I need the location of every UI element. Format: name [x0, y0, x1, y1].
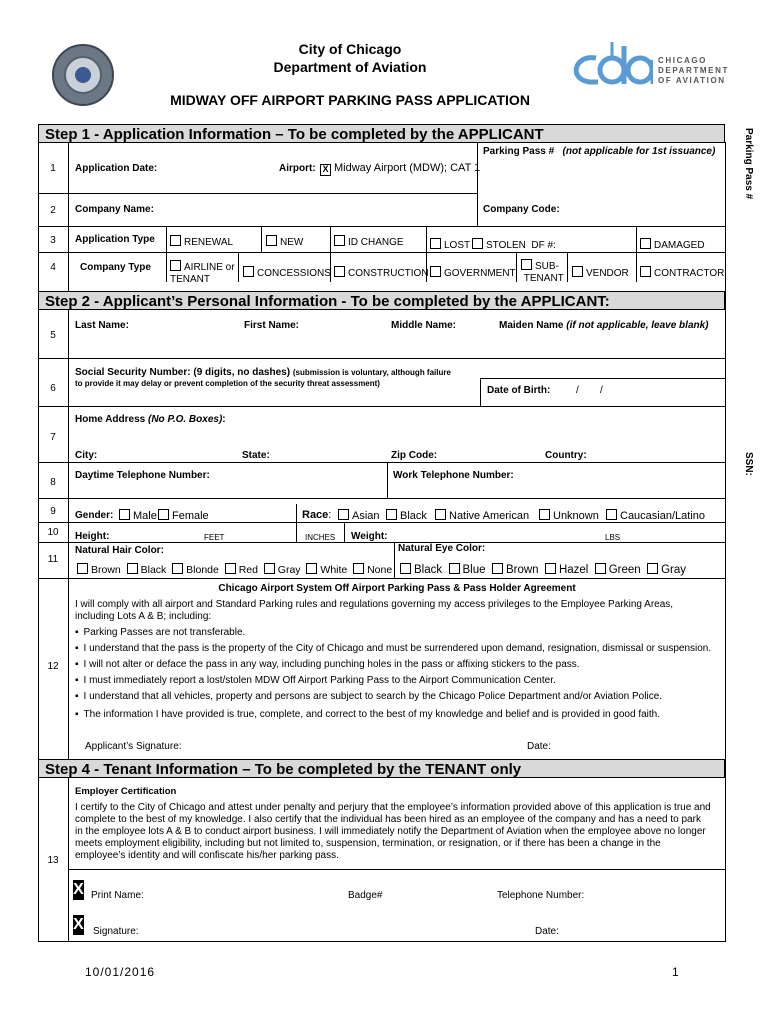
applicant-date-label: Date: [527, 741, 551, 752]
row-number: 8 [50, 477, 56, 488]
row-number: 2 [50, 205, 56, 216]
agreement-item: ▪ I must immediately report a lost/stolen MDW Off Airport Parking Pass to the Airport Communication Center. [75, 675, 556, 687]
company-name-label: Company Name: [75, 204, 154, 215]
step4-header: Step 4 - Tenant Information – To be completed by the TENANT only [38, 759, 725, 778]
home-address-label: Home Address (No P.O. Boxes): [75, 414, 226, 425]
airline-checkbox[interactable]: AIRLINE or TENANT [170, 262, 235, 285]
row-number: 6 [50, 383, 56, 394]
eye-option[interactable]: Gray [647, 564, 686, 576]
hair-option[interactable]: None [353, 564, 392, 576]
row-number: 10 [47, 527, 59, 538]
row-number: 3 [50, 235, 56, 246]
contractor-checkbox[interactable]: CONTRACTOR [640, 266, 724, 280]
ssn-note: to provide it may delay or prevent completion of the security threat assessment) [75, 379, 380, 388]
print-name-label: Print Name: [91, 890, 144, 901]
eye-option[interactable]: Green [595, 564, 641, 576]
badge-label: Badge# [348, 890, 383, 901]
sub-tenant-checkbox[interactable]: SUB- TENANT [521, 259, 564, 285]
height-label: Height: [75, 531, 110, 542]
logo-word: OF AVIATION [658, 76, 726, 85]
male-checkbox[interactable]: Male [119, 509, 157, 522]
agreement-item: ▪ I understand that the pass is the property of the City of Chicago and must be surrendered upon demand, resignation, dismissal or suspension. [75, 643, 711, 655]
agreement-intro: including Lots A & B; including: [75, 611, 212, 622]
asian-checkbox[interactable]: Asian [338, 509, 380, 522]
airport-checkbox[interactable]: X Midway Airport (MDW); CAT 1 [320, 162, 480, 176]
new-checkbox[interactable]: NEW [266, 235, 303, 249]
stolen-checkbox[interactable]: STOLEN DF #: [472, 238, 556, 252]
company-code-label: Company Code: [483, 204, 560, 215]
row-number: 11 [47, 554, 59, 565]
hair-options [77, 563, 392, 576]
construction-checkbox[interactable]: CONSTRUCTION [334, 266, 429, 280]
caucasian-checkbox[interactable]: Caucasian/Latino [606, 509, 705, 522]
footer-date: 10/01/2016 [85, 965, 156, 979]
day-phone-label: Daytime Telephone Number: [75, 470, 210, 481]
agreement-item: ▪ Parking Passes are not transferable. [75, 627, 245, 639]
government-checkbox[interactable]: GOVERNMENT [430, 266, 516, 280]
first-name-label: First Name: [244, 320, 300, 331]
logo-word: DEPARTMENT [658, 66, 729, 75]
work-phone-label: Work Telephone Number: [393, 470, 514, 481]
row-number: 7 [50, 432, 56, 443]
cert-text: meets employment eligibility, including but not limited to, suspension, termination, or resignation, or if there has been a change in the [75, 838, 661, 849]
black-checkbox[interactable]: Black [386, 509, 427, 522]
damaged-checkbox[interactable]: DAMAGED [640, 238, 705, 252]
airport-label: Airport: [279, 163, 316, 174]
middle-name-label: Middle Name: [391, 320, 457, 331]
gender-label: Gender: [75, 510, 114, 521]
checked-icon: X [320, 164, 331, 176]
lost-checkbox[interactable]: LOST [430, 238, 470, 252]
hair-option[interactable]: Red [225, 564, 258, 576]
female-checkbox[interactable]: Female [158, 509, 209, 522]
agreement-title: Chicago Airport System Off Airport Parking Pass & Pass Holder Agreement [218, 583, 576, 594]
application-type-label: Application Type [75, 234, 155, 245]
last-name-label: Last Name: [75, 320, 129, 331]
dob-slash: / [576, 385, 579, 396]
lbs-label: LBS [605, 533, 621, 542]
cda-logo-icon [568, 40, 653, 100]
form-title: MIDWAY OFF AIRPORT PARKING PASS APPLICATION [170, 92, 530, 108]
date-label: Date: [535, 926, 559, 937]
hair-option[interactable]: Blonde [172, 564, 219, 576]
page-number: 1 [672, 965, 679, 979]
cert-text: employee’s identity and will confiscate his/her parking pass. [75, 850, 339, 861]
renewal-checkbox[interactable]: RENEWAL [170, 235, 233, 249]
eye-option[interactable]: Brown [492, 564, 539, 576]
agreement-item: ▪ The information I have provided is true, complete, and correct to the best of my knowledge and belief and is provided in good faith. [75, 709, 660, 721]
dob-label: Date of Birth: [487, 385, 551, 396]
eye-label: Natural Eye Color: [398, 543, 486, 554]
company-type-label: Company Type [80, 262, 151, 273]
side-ssn: SSN: [743, 452, 754, 476]
logo-word: CHICAGO [658, 56, 707, 65]
row-number: 1 [50, 163, 56, 174]
header-city: City of Chicago [298, 41, 402, 57]
step2-header: Step 2 - Applicant’s Personal Information - To be completed by the APPLICANT: [38, 291, 725, 310]
native-american-checkbox[interactable]: Native American [435, 509, 529, 522]
agreement-item: ▪ I understand that all vehicles, property and persons are subject to search by the Chicago Police Department and/or Aviation Police. [75, 691, 662, 703]
race-label: Race: [302, 509, 332, 521]
cert-text: in the employee lots A & B to conduct airport business. I will immediately notify the Department of Aviation when the employee above no longer [75, 826, 706, 837]
row-number: 12 [47, 661, 59, 672]
dob-slash: / [600, 385, 603, 396]
telephone-label: Telephone Number: [497, 890, 585, 901]
id-change-checkbox[interactable]: ID CHANGE [334, 235, 404, 249]
employer-cert-label: Employer Certification [75, 786, 177, 797]
row-number: 9 [50, 506, 56, 517]
city-label: City: [75, 450, 98, 461]
ssn-label: Social Security Number: (9 digits, no dashes) (submission is voluntary, although failure [75, 367, 451, 378]
vendor-checkbox[interactable]: VENDOR [572, 266, 629, 280]
header-dept: Department of Aviation [273, 59, 427, 75]
parking-pass-label: Parking Pass # (not applicable for 1st issuance) [483, 146, 716, 157]
application-date-label: Application Date: [75, 163, 158, 174]
country-label: Country: [545, 450, 587, 461]
eye-options [400, 563, 686, 576]
concessions-checkbox[interactable]: CONCESSIONS [243, 266, 331, 280]
row-number: 4 [50, 262, 56, 273]
hair-label: Natural Hair Color: [75, 545, 164, 556]
unknown-checkbox[interactable]: Unknown [539, 509, 599, 522]
eye-option[interactable]: Black [400, 564, 442, 576]
eye-option[interactable]: Blue [449, 564, 486, 576]
signature-label: Signature: [93, 926, 139, 937]
inches-label: INCHES [305, 533, 336, 542]
state-label: State: [242, 450, 270, 461]
cda-logo [568, 40, 728, 100]
zip-label: Zip Code: [391, 450, 438, 461]
side-parking-pass: Parking Pass # [743, 128, 754, 200]
weight-label: Weight: [351, 531, 388, 542]
feet-label: FEET [204, 533, 225, 542]
hair-option[interactable]: White [306, 564, 347, 576]
row-number: 13 [47, 855, 59, 866]
hair-option[interactable]: Black [127, 564, 167, 576]
hair-option[interactable]: Gray [264, 564, 301, 576]
eye-option[interactable]: Hazel [545, 564, 588, 576]
agreement-item: ▪ I will not alter or deface the pass in any way, including punching holes in the pass or affixing stickers to the pass. [75, 659, 580, 671]
row-number: 5 [50, 330, 56, 341]
maiden-name-label: Maiden Name (if not applicable, leave blank) [499, 320, 709, 331]
cert-text: I certify to the City of Chicago and attest under penalty and perjury that the employee’s information provided above of this application is true and [75, 802, 711, 813]
step1-header: Step 1 - Application Information – To be completed by the APPLICANT [38, 124, 725, 143]
cert-text: complete to the best of my knowledge. I also certify that the individual has been hired as an employee of the company and has a need to park [75, 814, 701, 825]
agreement-intro: I will comply with all airport and Standard Parking rules and regulations governing my access privileges to the Employee Parking Areas, [75, 599, 674, 610]
applicant-signature-label: Applicant’s Signature: [85, 741, 182, 752]
hair-option[interactable]: Brown [77, 564, 121, 576]
x-mark-icon: X [73, 881, 84, 898]
x-mark-icon: X [73, 916, 84, 933]
